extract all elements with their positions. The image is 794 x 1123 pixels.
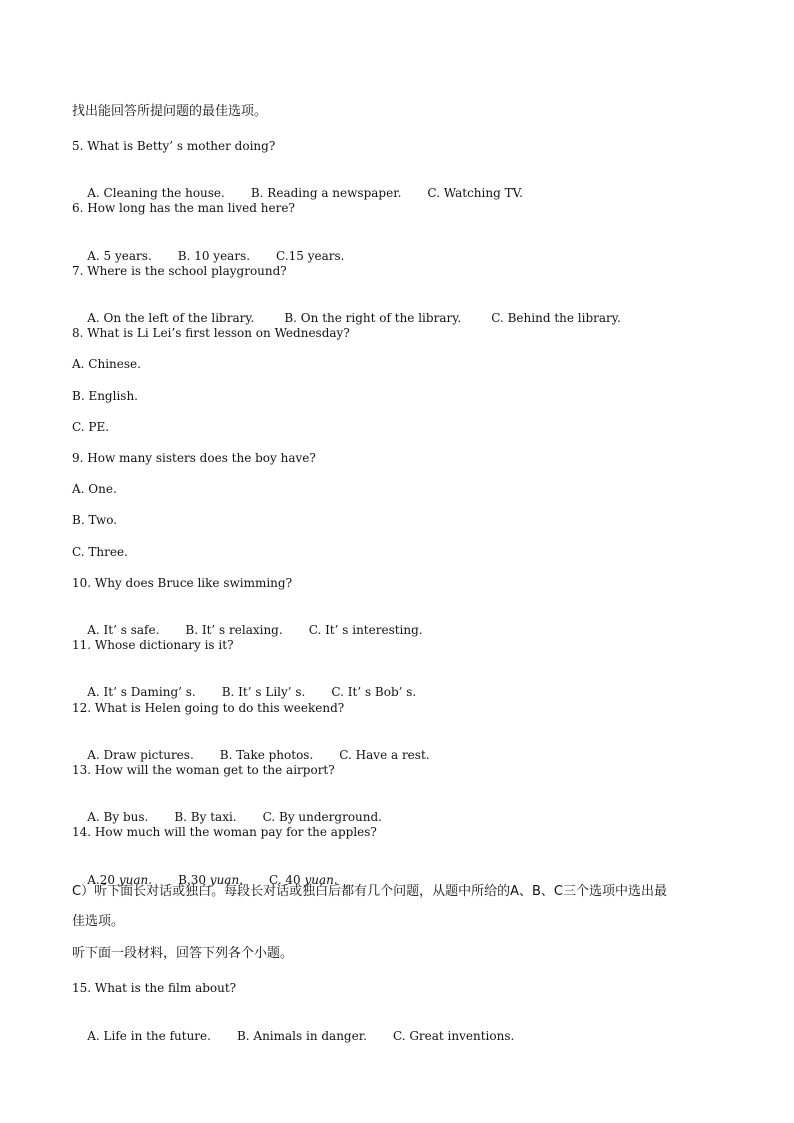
- instruction: 找出能回答所提问题的最佳选项。: [72, 104, 268, 119]
- option-13a: A. By bus.: [87, 810, 149, 824]
- question-10: 10. Why does Bruce like swimming?: [72, 576, 293, 590]
- option-12a: A. Draw pictures.: [87, 748, 194, 762]
- option-8b: B. English.: [72, 389, 138, 403]
- option-7a: A. On the left of the library.: [87, 311, 255, 325]
- option-15c: C. Great inventions.: [392, 1029, 515, 1043]
- option-14b: B.30 yuan.: [178, 873, 244, 887]
- question-7: 7. Where is the school playground?: [72, 264, 287, 278]
- option-6b: B. 10 years.: [177, 249, 251, 263]
- question-13: 13. How will the woman get to the airport?: [72, 763, 335, 777]
- question-11: 11. Whose dictionary is it?: [72, 638, 234, 652]
- question-5: 5. What is Betty’ s mother doing?: [72, 139, 276, 153]
- option-11a: A. It’ s Daming’ s.: [87, 685, 196, 699]
- option-7c: C. Behind the library.: [491, 311, 621, 325]
- option-10a: A. It’ s safe.: [87, 623, 160, 637]
- option-5a: A. Cleaning the house.: [87, 186, 225, 200]
- option-11b: B. It’ s Lily’ s.: [221, 685, 306, 699]
- option-14c: C. 40 yuan.: [269, 873, 338, 887]
- option-9c: C. Three.: [72, 545, 128, 559]
- option-9a: A. One.: [72, 482, 117, 496]
- option-14a: A.20 yuan.: [87, 873, 153, 887]
- option-10c: C. It’ s interesting.: [308, 623, 423, 637]
- option-5c: C. Watching TV.: [427, 186, 523, 200]
- question-14: 14. How much will the woman pay for the apples?: [72, 825, 377, 839]
- option-8c: C. PE.: [72, 420, 110, 434]
- question-9: 9. How many sisters does the boy have?: [72, 451, 316, 465]
- option-12b: B. Take photos.: [219, 748, 314, 762]
- option-11c: C. It’ s Bob’ s.: [331, 685, 417, 699]
- option-6a: A. 5 years.: [87, 249, 152, 263]
- option-5b: B. Reading a newspaper.: [250, 186, 402, 200]
- options-15: [72, 1012, 514, 1060]
- question-8: 8. What is Li Lei’s first lesson on Wednesday?: [72, 326, 350, 340]
- question-15: 15. What is the film about?: [72, 981, 237, 995]
- option-7b: B. On the right of the library.: [284, 311, 462, 325]
- question-6: 6. How long has the man lived here?: [72, 201, 295, 215]
- section-c-instruction-line2: 佳选项。: [72, 914, 125, 929]
- option-10b: B. It’ s relaxing.: [185, 623, 283, 637]
- option-12c: C. Have a rest.: [339, 748, 430, 762]
- option-9b: B. Two.: [72, 513, 118, 527]
- option-13b: B. By taxi.: [174, 810, 237, 824]
- option-6c: C.15 years.: [276, 249, 345, 263]
- question-12: 12. What is Helen going to do this weekend?: [72, 701, 345, 715]
- section-c-instruction-line1: C）听下面长对话或独白。每段长对话或独白后都有几个问题，从题中所给的A、B、C三个选项中选出最: [72, 884, 667, 899]
- option-15a: A. Life in the future.: [87, 1029, 211, 1043]
- option-15b: B. Animals in danger.: [236, 1029, 367, 1043]
- material-instruction: 听下面一段材料，回答下列各个小题。: [72, 946, 294, 961]
- option-13c: C. By underground.: [262, 810, 382, 824]
- option-8a: A. Chinese.: [72, 357, 141, 371]
